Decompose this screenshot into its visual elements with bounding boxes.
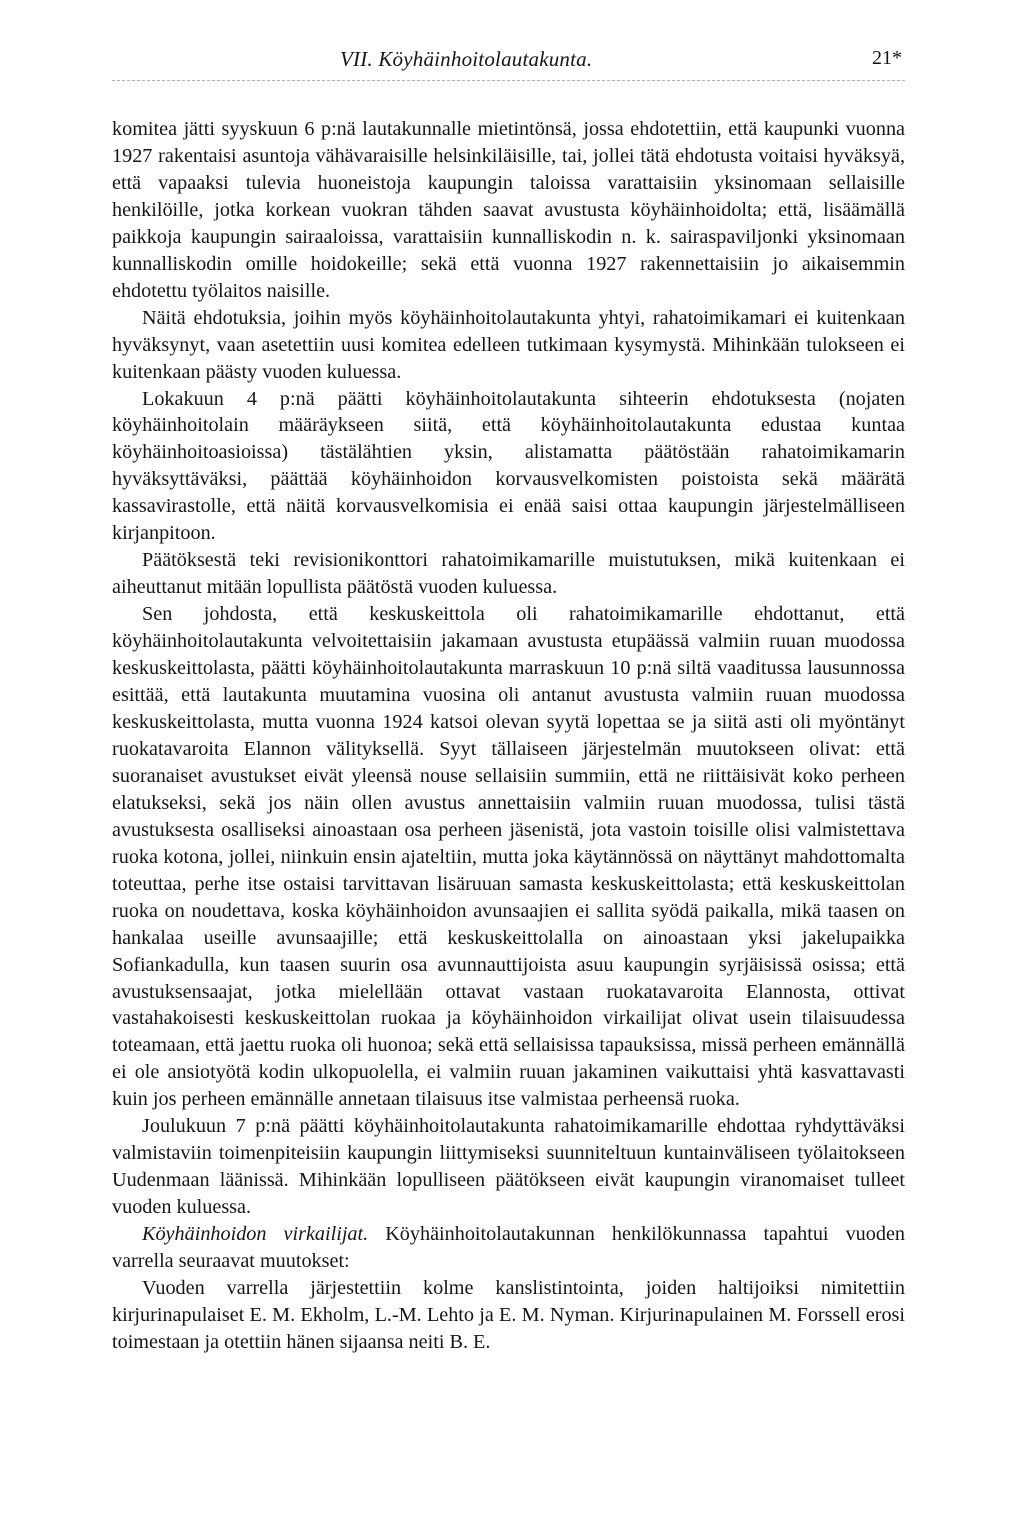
running-title: VII. Köyhäinhoitolautakunta. (340, 47, 593, 71)
header-rule (112, 80, 905, 81)
body-text (112, 116, 905, 1356)
document-page (112, 40, 905, 1356)
paragraph: Joulukuun 7 p:nä päätti köyhäinhoitolautakunta rahatoimikamarille ehdottaa ryhdyttäväksi valmistaviin toimenpiteisiin kaupungin liittymiseksi suunniteltuun kuntainväliseen työlaitokseen Uudenmaan läänissä. Mihinkään lopulliseen päätökseen eivät kaupungin viranomaiset tulleet vuoden kuluessa. (112, 1115, 905, 1219)
paragraph: Lokakuun 4 p:nä päätti köyhäinhoitolautakunta sihteerin ehdotuksesta (nojaten köyhäinhoitolain määräykseen siitä, että köyhäinhoitolautakunta edustaa kuntaa köyhäinhoitoasioissa) tästälähtien yksin, alistamatta päätöstään rahatoimikamarin hyväksyttäväksi, päättää köyhäinhoidon korvausvelkomisten poistoista sekä määrätä kassavirastolle, että näitä korvausvelkomisia ei enää saisi ottaa kaupungin järjestelmälliseen kirjanpitoon. (112, 387, 905, 545)
page-number: 21* (872, 47, 902, 69)
paragraph: Päätöksestä teki revisionikonttori rahatoimikamarille muistutuksen, mikä kuitenkaan ei aiheuttanut mitään lopullista päätöstä vuoden kuluessa. (112, 549, 905, 599)
page-header (112, 40, 905, 80)
officials-text: Köyhäinhoitolautakunnan henkilökunnassa tapahtui vuoden varrella seuraavat muutokset: (112, 1223, 906, 1273)
officials-lead: Köyhäinhoidon virkailijat. (142, 1223, 369, 1246)
paragraph: Sen johdosta, että keskuskeittola oli rahatoimikamarille ehdottanut, että köyhäinhoitolautakunta velvoitettaisiin jakamaan avustusta etupäässä valmiin ruuan muodossa keskuskeittolasta, päätti köyhäinhoitolautakunta marraskuun 10 p:nä siltä vaaditussa lausunnossa esittää, että lautakunta muutamina vuosina oli antanut avustusta valmiin ruuan muodossa keskuskeittolasta, mutta vuonna 1924 katsoi olevan syytä lopettaa se ja siitä asti oli myöntänyt ruokatavaroita Elannon välityksellä. Syyt tällaiseen järjestelmän muutokseen olivat: että suoranaiset avustukset eivät yleensä nouse sellaisiin summiin, että ne riittäisivät koko perheen elatukseksi, sekä jos näin ollen avustus annettaisiin valmiin ruuan muodossa, tulisi tästä avustuksesta osalliseksi ainoastaan osa perheen jäsenistä, jota vastoin toisille olisi valmistettava ruoka kotona, jollei, niinkuin ensin ajateltiin, mutta joka käytännössä on näyttänyt mahdottomalta toteuttaa, perhe itse ostaisi tarvittavan lisäruuan samasta keskuskeittolasta; että keskuskeittolan ruoka on noudettava, koska köyhäinhoidon avunsaajien ei sallita syödä paikalla, mikä taasen on hankalaa useille avunsaajille; että keskuskeittolalla on ainoastaan yksi jakelupaikka Sofiankadulla, kun taasen suurin osa avunnauttijoista asuu kaupungin syrjäisissä osissa; että avustuksensaajat, jotka mielellään ottavat vastaan ruokatavaroita Elannosta, ottivat vastahakoisesti keskuskeittolan ruokaa ja köyhäinhoidon virkailijat olivat usein tilaisuudessa toteamaan, että jaettu ruoka oli huonoa; sekä että sellaisissa tapauksissa, missä perheen emännällä ei ole ansiotyötä kodin ulkopuolella, ei valmiin ruuan jakaminen vaikuttaisi yhtä kasvattavasti kuin jos perheen emännälle annetaan tilaisuus itse valmistaa perheensä ruoka. (112, 603, 905, 1111)
paragraph: komitea jätti syyskuun 6 p:nä lautakunnalle mietintönsä, jossa ehdotettiin, että kaupunki vuonna 1927 rakentaisi asuntoja vähävaraisille helsinkiläisille, tai, jollei tätä ehdotusta voitaisi hyväksyä, että vapaaksi tulevia huoneistoja kaupungin taloissa varattaisiin yksinomaan sellaisille henkilöille, jotka korkean vuokran tähden saavat avustusta köyhäinhoidolta; että, lisäämällä paikkoja kaupungin sairaaloissa, varattaisiin kunnalliskodin n. k. sairaspaviljonki yksinomaan kunnalliskodin omille hoidokeille; sekä että vuonna 1927 rakennettaisiin jo aikaisemmin ehdotettu työlaitos naisille. (112, 118, 905, 302)
paragraph: Näitä ehdotuksia, joihin myös köyhäinhoitolautakunta yhtyi, rahatoimikamari ei kuitenkaan hyväksynyt, vaan asetettiin uusi komitea edelleen tutkimaan kysymystä. Mihinkään tulokseen ei kuitenkaan päästy vuoden kuluessa. (112, 306, 905, 383)
officials-paragraph (112, 1221, 905, 1275)
final-paragraph: Vuoden varrella järjestettiin kolme kanslistintointa, joiden haltijoiksi nimitettiin kirjurinapulaiset E. M. Ekholm, L.-M. Lehto ja E. M. Nyman. Kirjurinapulainen M. Forssell erosi toimestaan ja otettiin hänen sijaansa neiti B. E. (112, 1276, 905, 1353)
